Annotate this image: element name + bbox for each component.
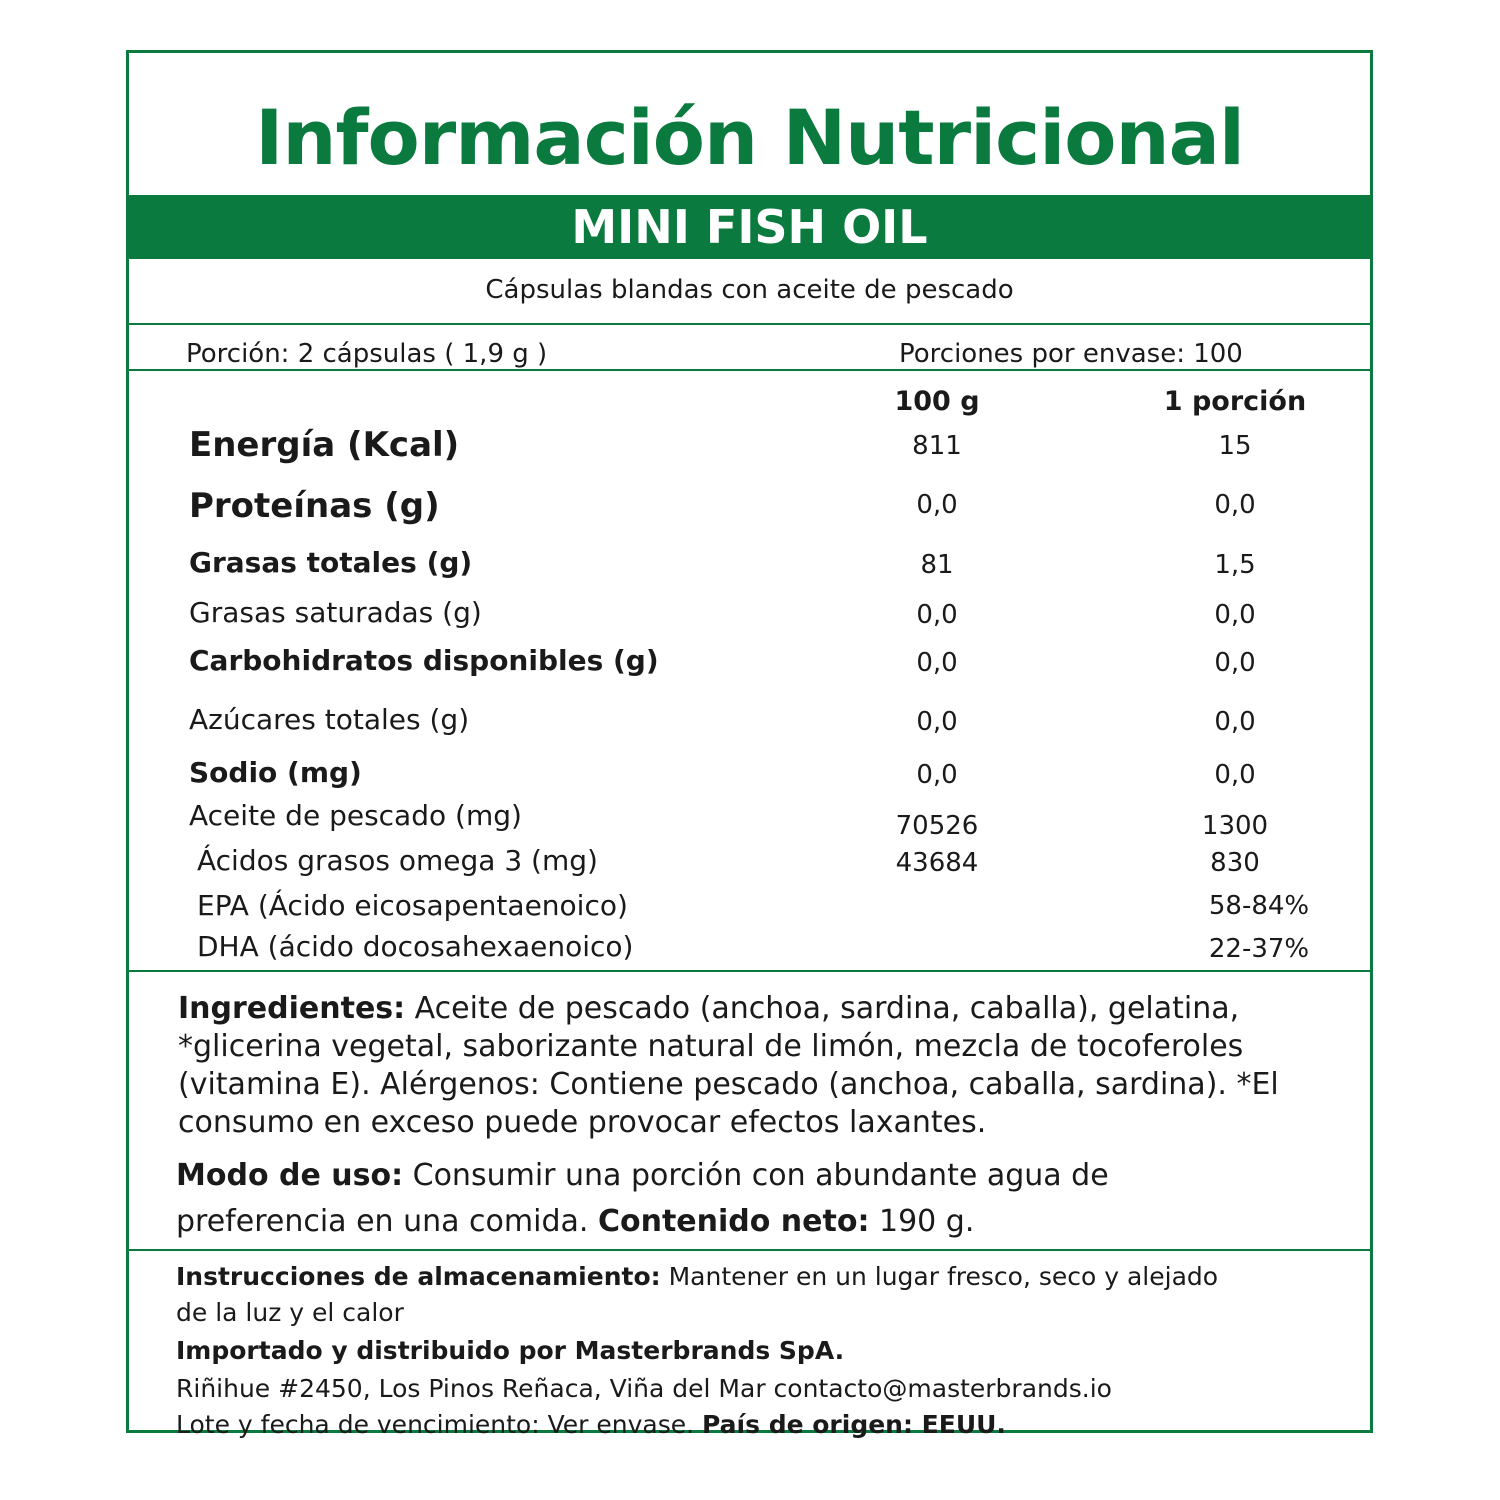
nutrient-label: Energía (Kcal) [189, 425, 460, 465]
nutrient-label: Grasas saturadas (g) [189, 596, 482, 629]
divider [129, 970, 1370, 972]
serving-size: Porción: 2 cápsulas ( 1,9 g ) [186, 339, 548, 369]
nutrient-value-100g: 0,0 [916, 707, 958, 737]
ingredients-heading: Ingredientes: [178, 991, 406, 1026]
net-content-heading: Contenido neto: [597, 1204, 870, 1239]
nutrient-label: Azúcares totales (g) [189, 703, 470, 736]
column-header-portion: 1 porción [1163, 386, 1307, 417]
nutrient-value-portion: 15 [1218, 431, 1252, 461]
ingredients-block [178, 990, 1279, 1142]
importer: Importado y distribuido por Masterbrands SpA. [176, 1336, 845, 1365]
product-subtitle: Cápsulas blandas con aceite de pescado [485, 275, 1014, 305]
usage-block [176, 1153, 1109, 1245]
column-header-100g: 100 g [894, 386, 980, 417]
nutrient-label: Grasas totales (g) [189, 546, 473, 579]
nutrient-label: Proteínas (g) [189, 486, 440, 526]
usage-line: preferencia en una comida. [176, 1204, 598, 1239]
page-title: Información Nutricional [255, 93, 1244, 182]
nutrient-value-100g: 0,0 [916, 600, 958, 630]
nutrient-value-portion: 0,0 [1214, 707, 1256, 737]
nutrient-value-portion: 0,0 [1214, 648, 1256, 678]
divider [129, 369, 1370, 371]
nutrient-value-100g: 811 [912, 431, 962, 461]
nutrient-value-portion: 22-37% [1208, 934, 1310, 964]
storage-line: Mantener en un lugar fresco, seco y alejado [660, 1262, 1219, 1291]
servings-per-container: Porciones por envase: 100 [899, 339, 1243, 369]
address: Riñihue #2450, Los Pinos Reñaca, Viña del Mar contacto@masterbrands.io [176, 1374, 1112, 1403]
storage-line: de la luz y el calor [176, 1298, 404, 1327]
nutrient-label: DHA (ácido docosahexaenoico) [197, 930, 634, 963]
nutrient-value-100g: 0,0 [916, 648, 958, 678]
nutrient-value-portion: 58-84% [1208, 891, 1310, 921]
nutrient-value-100g: 43684 [895, 848, 979, 878]
nutrient-value-portion: 1,5 [1214, 550, 1256, 580]
nutrient-value-100g: 0,0 [916, 760, 958, 790]
nutrient-value-100g: 70526 [895, 811, 979, 841]
net-content-value: 190 g. [869, 1204, 975, 1239]
nutrient-label: EPA (Ácido eicosapentaenoico) [197, 889, 628, 922]
usage-line: Consumir una porción con abundante agua de [403, 1158, 1109, 1193]
product-name-band: MINI FISH OIL [129, 195, 1370, 259]
nutrient-label: Sodio (mg) [189, 756, 362, 789]
nutrient-value-portion: 830 [1210, 848, 1260, 878]
nutrient-value-100g: 0,0 [916, 490, 958, 520]
nutrient-label: Ácidos grasos omega 3 (mg) [197, 844, 598, 877]
nutrient-label: Carbohidratos disponibles (g) [189, 644, 659, 677]
divider [129, 323, 1370, 325]
usage-heading: Modo de uso: [176, 1158, 404, 1193]
nutrient-value-portion: 0,0 [1214, 760, 1256, 790]
ingredients-line: Aceite de pescado (anchoa, sardina, caballa), gelatina, [405, 991, 1240, 1026]
nutrient-value-100g: 81 [920, 550, 954, 580]
country-of-origin: País de origen: EEUU. [702, 1410, 1006, 1439]
storage-block [176, 1259, 1218, 1443]
storage-heading: Instrucciones de almacenamiento: [176, 1262, 661, 1291]
ingredients-line: consumo en exceso puede provocar efectos laxantes. [178, 1105, 987, 1140]
divider [129, 1249, 1370, 1251]
lot-info: Lote y fecha de vencimiento: Ver envase. [176, 1410, 703, 1439]
nutrition-panel [126, 50, 1373, 1439]
nutrient-value-portion: 0,0 [1214, 600, 1256, 630]
nutrient-label: Aceite de pescado (mg) [189, 799, 522, 832]
ingredients-line: (vitamina E). Alérgenos: Contiene pescado (anchoa, caballa, sardina). *El [178, 1067, 1279, 1102]
nutrient-value-portion: 0,0 [1214, 490, 1256, 520]
ingredients-line: *glicerina vegetal, saborizante natural de limón, mezcla de tocoferoles [178, 1029, 1244, 1064]
nutrient-value-portion: 1300 [1201, 811, 1269, 841]
